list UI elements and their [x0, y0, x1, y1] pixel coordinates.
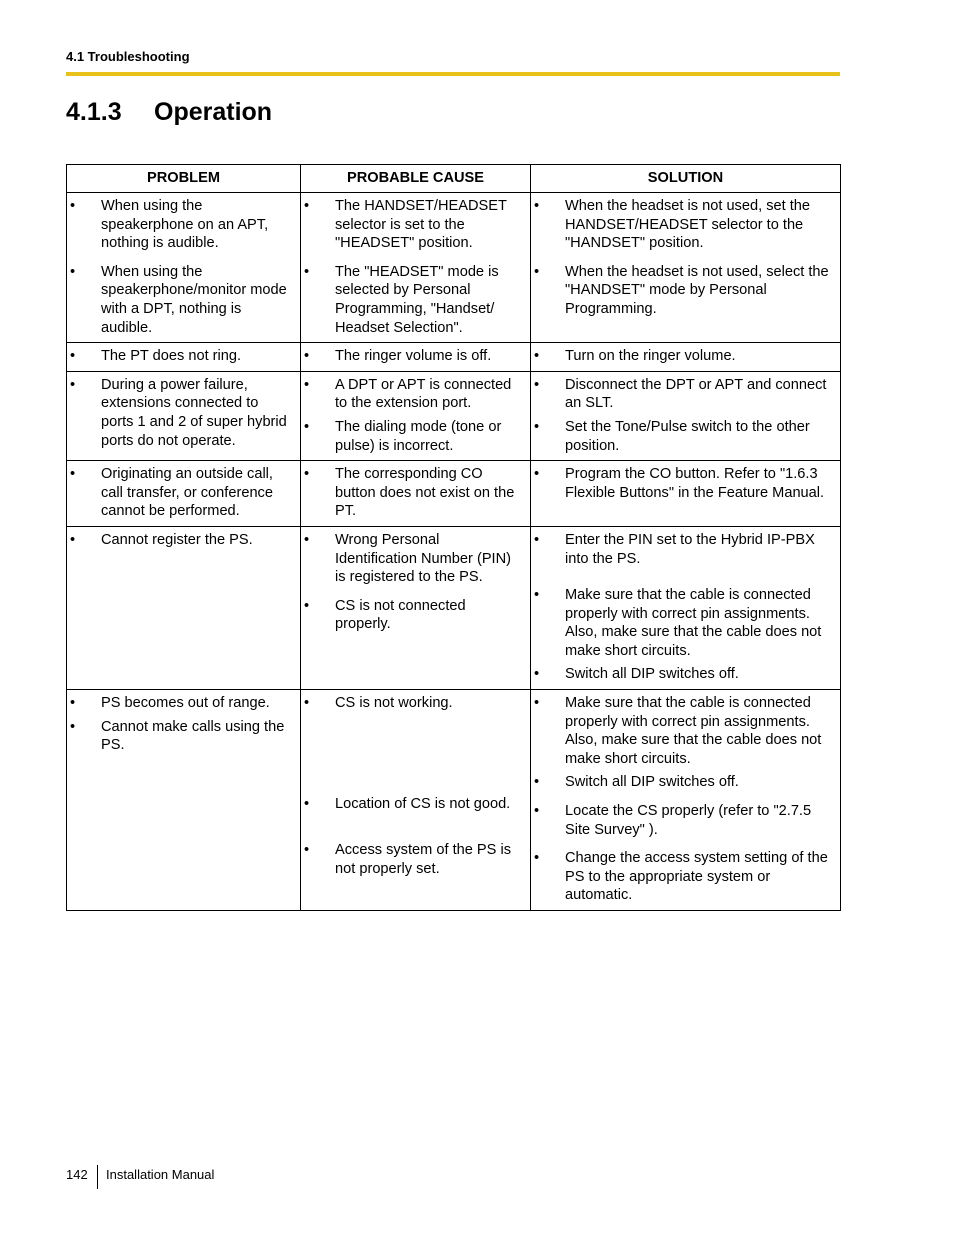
list-item: • The PT does not ring.: [67, 347, 294, 366]
list-item: • Originating an outside call, call transfer, or conference cannot be performed.: [67, 465, 294, 521]
problem-cell: [67, 371, 301, 460]
list-item: • Enter the PIN set to the Hybrid IP-PBX into the PS.: [531, 531, 834, 568]
list-item: • When using the speakerphone on an APT, nothing is audible.: [67, 197, 294, 253]
page-title: [66, 98, 272, 127]
problem-cell: [67, 526, 301, 689]
list-item: • Disconnect the DPT or APT and connect an SLT.: [531, 376, 834, 413]
cause-cell: [301, 526, 531, 689]
page-number: 142: [66, 1167, 88, 1182]
solution-cell: [531, 461, 841, 527]
list-item: • Cannot make calls using the PS.: [67, 718, 294, 755]
list-item: • The HANDSET/HEADSET selector is set to the "HEADSET" position.: [301, 197, 524, 253]
title-text: Operation: [154, 98, 273, 126]
list-item: • Make sure that the cable is connected properly with correct pin assignments. Also, make sure that the cable does not make short circuits.: [531, 694, 834, 768]
list-item: • Program the CO button. Refer to "1.6.3 Flexible Buttons" in the Feature Manual.: [531, 465, 834, 502]
header-rule: [66, 72, 840, 76]
title-number: 4.1.3: [66, 98, 122, 126]
solution-cell: [531, 526, 841, 689]
footer-label: Installation Manual: [106, 1167, 215, 1182]
list-item: • The dialing mode (tone or pulse) is incorrect.: [301, 418, 524, 455]
problem-cell: [67, 343, 301, 372]
table-header-row: [67, 165, 841, 193]
list-item: • Make sure that the cable is connected properly with correct pin assignments. Also, make sure that the cable does not make short circuits.: [531, 586, 834, 660]
solution-cell: [531, 690, 841, 911]
list-item: • Switch all DIP switches off.: [531, 773, 834, 792]
cause-cell: [301, 193, 531, 343]
table-row: [67, 526, 841, 689]
cause-cell: [301, 371, 531, 460]
problem-cell: [67, 461, 301, 527]
section-header: 4.1 Troubleshooting: [66, 49, 190, 64]
list-item: • When using the speakerphone/monitor mode with a DPT, nothing is audible.: [67, 263, 294, 337]
cause-cell: [301, 690, 531, 911]
list-item: • CS is not connected properly.: [301, 597, 524, 634]
table-row: [67, 461, 841, 527]
troubleshooting-table: [66, 164, 841, 911]
footer-divider: [97, 1165, 98, 1189]
list-item: • PS becomes out of range.: [67, 694, 294, 713]
list-item: • The "HEADSET" mode is selected by Personal Programming, "Handset/ Headset Selection".: [301, 263, 524, 337]
problem-cell: [67, 690, 301, 911]
list-item: • A DPT or APT is connected to the extension port.: [301, 376, 524, 413]
solution-cell: [531, 193, 841, 343]
list-item: • Change the access system setting of the PS to the appropriate system or automatic.: [531, 849, 834, 905]
list-item: • Turn on the ringer volume.: [531, 347, 834, 366]
list-item: • Wrong Personal Identification Number (PIN) is registered to the PS.: [301, 531, 524, 587]
table-row: [67, 690, 841, 911]
cause-cell: [301, 461, 531, 527]
list-item: • Location of CS is not good.: [301, 795, 524, 814]
list-item: • Locate the CS properly (refer to "2.7.5 Site Survey" ).: [531, 802, 834, 839]
list-item: • Cannot register the PS.: [67, 531, 294, 550]
list-item: • Switch all DIP switches off.: [531, 665, 834, 684]
header-probable-cause: PROBABLE CAUSE: [301, 165, 531, 193]
list-item: • When the headset is not used, select the "HANDSET" mode by Personal Programming.: [531, 263, 834, 319]
list-item: • CS is not working.: [301, 694, 524, 713]
list-item: • Set the Tone/Pulse switch to the other position.: [531, 418, 834, 455]
header-solution: SOLUTION: [531, 165, 841, 193]
table-row: [67, 343, 841, 372]
header-problem: PROBLEM: [67, 165, 301, 193]
list-item: • The corresponding CO button does not exist on the PT.: [301, 465, 524, 521]
list-item: • Access system of the PS is not properly set.: [301, 841, 524, 878]
solution-cell: [531, 343, 841, 372]
list-item: • During a power failure, extensions connected to ports 1 and 2 of super hybrid ports do not operate.: [67, 376, 294, 450]
table-row: [67, 193, 841, 343]
solution-cell: [531, 371, 841, 460]
problem-cell: [67, 193, 301, 343]
table-row: [67, 371, 841, 460]
list-item: • The ringer volume is off.: [301, 347, 524, 366]
cause-cell: [301, 343, 531, 372]
list-item: • When the headset is not used, set the HANDSET/HEADSET selector to the "HANDSET" position.: [531, 197, 834, 253]
